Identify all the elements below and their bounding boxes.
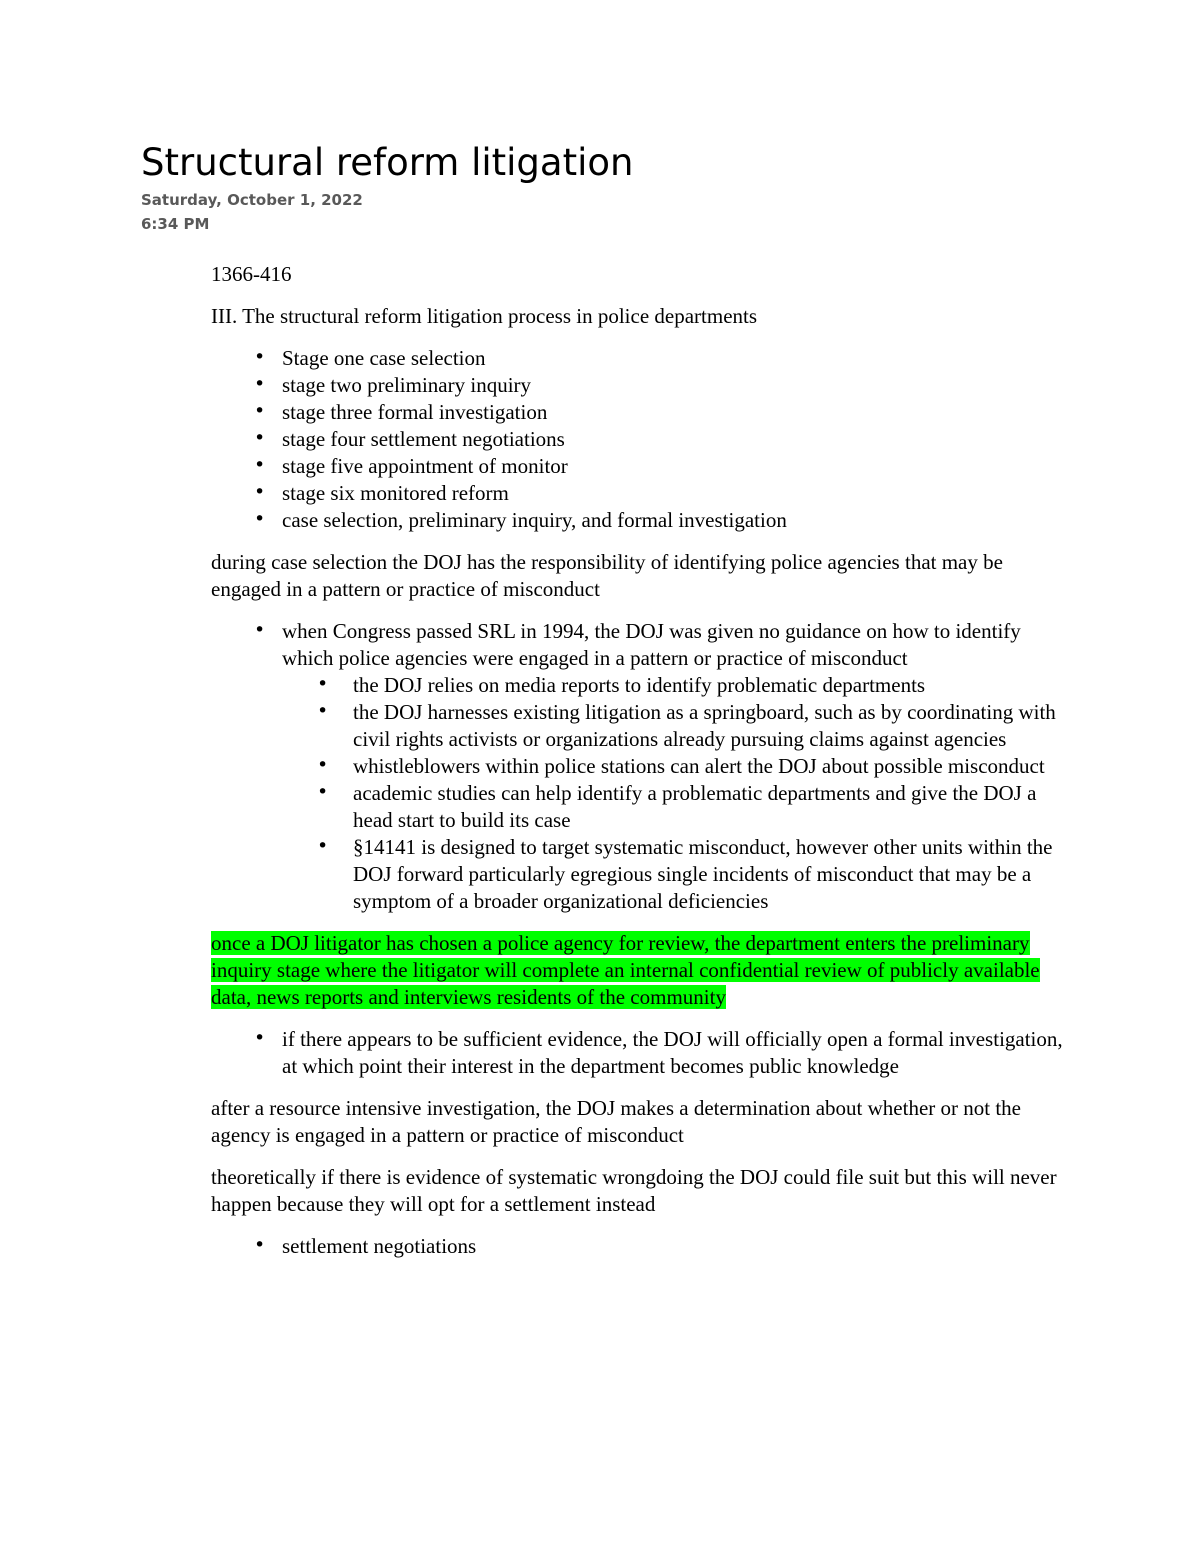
list-item-text: • stage five appointment of monitor (282, 454, 568, 478)
note-body[interactable] (211, 261, 1071, 1275)
congress-item-text: • when Congress passed SRL in 1994, the DOJ was given no guidance on how to identify which police agencies were engaged in a pattern or practice of misconduct (282, 619, 1021, 670)
note-time: 6:34 PM (141, 215, 210, 233)
highlighted-paragraph (211, 930, 1071, 1011)
list-item-text: • settlement negotiations (282, 1234, 477, 1258)
list-item (282, 453, 1071, 480)
list-item-text: • stage six monitored reform (282, 481, 509, 505)
stages-list (211, 345, 1071, 534)
list-item (282, 507, 1071, 534)
list-item (282, 399, 1071, 426)
list-item-text: • stage three formal investigation (282, 400, 548, 424)
note-header (141, 138, 633, 236)
list-item (282, 1233, 1071, 1260)
list-item (353, 753, 1071, 780)
preliminary-inquiry-list (211, 1026, 1071, 1080)
list-item (282, 618, 1071, 915)
list-item (353, 834, 1071, 915)
page-reference: 1366-416 (211, 262, 292, 286)
list-item (282, 480, 1071, 507)
list-item (353, 672, 1071, 699)
list-item-text: • §14141 is designed to target systematic misconduct, however other units within the DOJ forward particularly egregious single incidents of misconduct that may be a symptom of a broader organizational deficiencies (353, 835, 1053, 913)
determination-paragraph: after a resource intensive investigation, the DOJ makes a determination about whether or not the agency is engaged in a pattern or practice of misconduct (211, 1096, 1021, 1147)
list-item (282, 345, 1071, 372)
list-item-text: • stage two preliminary inquiry (282, 373, 532, 397)
list-item-text: • the DOJ relies on media reports to identify problematic departments (353, 673, 926, 697)
list-item (353, 780, 1071, 834)
list-item (282, 1026, 1071, 1080)
list-item-text: • academic studies can help identify a problematic departments and give the DOJ a head start to build its case (353, 781, 1037, 832)
page-title: Structural reform litigation (141, 141, 634, 184)
case-selection-paragraph: during case selection the DOJ has the responsibility of identifying police agencies that may be engaged in a pattern or practice of misconduct (211, 550, 1003, 601)
list-item (282, 426, 1071, 453)
list-item-text: • Stage one case selection (282, 346, 486, 370)
list-item (282, 372, 1071, 399)
list-item-text: • stage four settlement negotiations (282, 427, 565, 451)
section-heading: III. The structural reform litigation process in police departments (211, 304, 758, 328)
list-item-text: • if there appears to be sufficient evidence, the DOJ will officially open a formal investigation, at which point their interest in the department becomes public knowledge (282, 1027, 1063, 1078)
case-selection-list (211, 618, 1071, 915)
identification-methods-list (282, 672, 1071, 915)
highlighted-text: once a DOJ litigator has chosen a police agency for review, the department enters the preliminary inquiry stage where the litigator will complete an internal confidential review of publicly available data, news reports and interviews residents of the community (211, 931, 1040, 1009)
list-item-text: • whistleblowers within police stations can alert the DOJ about possible misconduct (353, 754, 1045, 778)
note-date: Saturday, October 1, 2022 (141, 191, 363, 209)
theoretical-paragraph: theoretically if there is evidence of systematic wrongdoing the DOJ could file suit but this will never happen because they will opt for a settlement instead (211, 1165, 1057, 1216)
list-item (353, 699, 1071, 753)
list-item-text: • the DOJ harnesses existing litigation as a springboard, such as by coordinating with civil rights activists or organizations already pursuing claims against agencies (353, 700, 1056, 751)
settlement-list (211, 1233, 1071, 1260)
list-item-text: • case selection, preliminary inquiry, and formal investigation (282, 508, 787, 532)
